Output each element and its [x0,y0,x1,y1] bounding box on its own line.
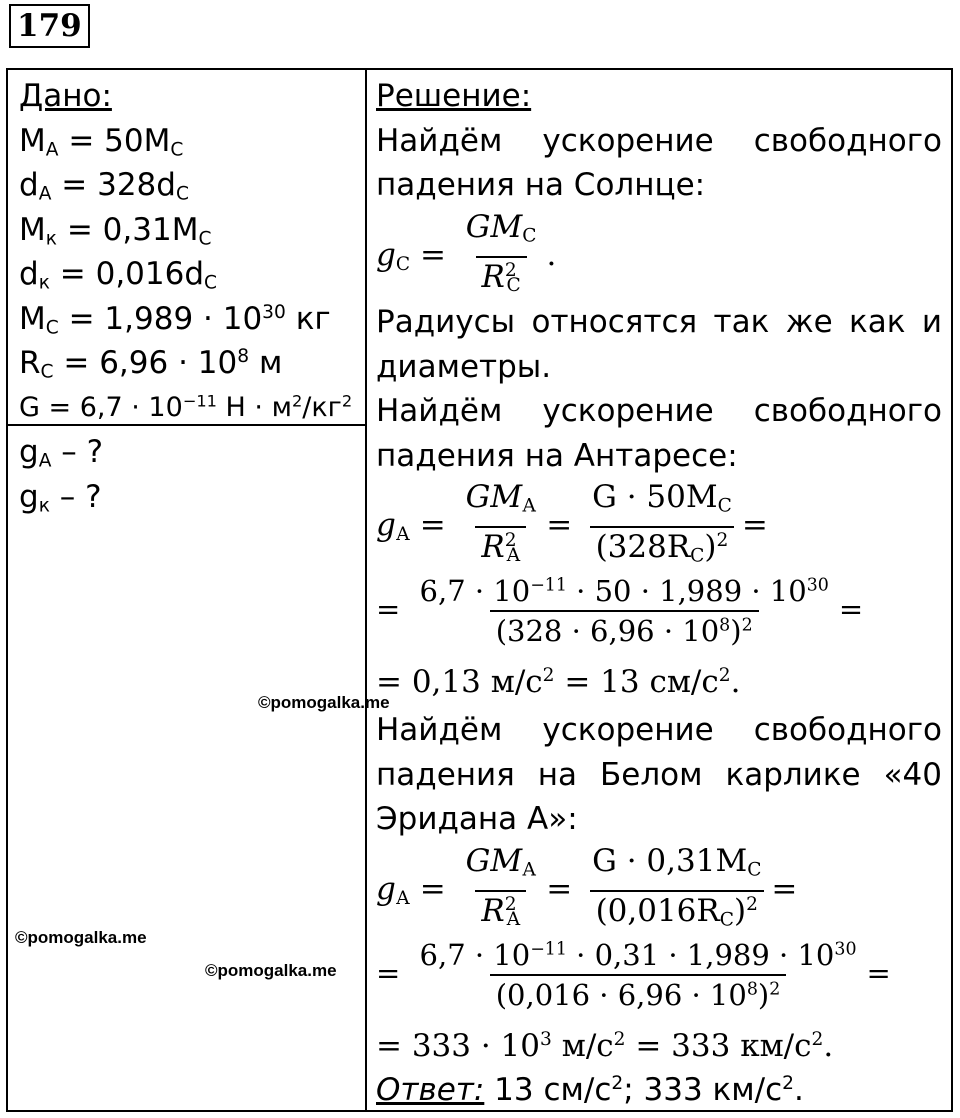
formula-g-antares-numeric: = $\frac{6,7 \cdot 10^{-11} \cdot 50 \cdot 1,989 \cdot 10^{30}}{(328 \cdot 6,96 \cdot 10^8)^2}$ = [376,574,864,648]
answer-text: Ответ: 13 $см/с^2$; 333 $км/с^2$. [376,1072,804,1108]
given-line: $M_к = 0,31M_С$ [19,211,212,250]
problem-number: 179 [9,4,90,48]
solution-text-2 [376,300,942,478]
solution-title: Решение: [376,78,532,114]
solution-text-1 [376,74,942,208]
formula-g-dwarf: $g_А$ = $\frac{GM_А}{R^2_А}$ = $\frac{G \cdot 0,31M_С}{(0,016R_С)^2}$ = [376,842,797,939]
solution-text-3 [376,708,942,842]
solution-paragraph: Найдём ускорение свободного [376,393,942,429]
solution-paragraph: Эридана А»: [376,801,578,837]
watermark: ©pomogalka.me [15,928,147,947]
given-title: Дано: [19,78,112,114]
given-line: $M_А = 50M_С$ [19,122,184,161]
solution-paragraph: падения на Антаресе: [376,437,738,474]
column-divider [365,68,367,1112]
formula-g-dwarf-result: = $333 \cdot 10^3$ $м/с^2 = 333$ $км/с^2$. [376,1028,834,1064]
solution-paragraph: Радиусы относятся так же как и [376,304,942,340]
given-radius-sun: $R_С = 6,96 \cdot 10^8$ м [19,345,283,383]
unknown-item: $g_А$ – ? [19,434,104,472]
answer-label: Ответ: [376,1072,485,1108]
given-line: $d_к = 0,016d_С$ [19,256,218,294]
given-line: $d_А = 328d_С$ [19,167,189,205]
given-grav-const: $G = 6,7 \cdot 10^{-11}$ $Н \cdot м^2/кг^2$ [19,390,353,423]
watermark: ©pomogalka.me [258,693,390,712]
unknown-item: $g_к$ – ? [19,478,102,517]
unknowns-section [19,430,359,519]
formula-g-sun: $g_С$ = $\frac{GM_С}{R^2_С}$ . [376,208,556,305]
solution-paragraph: Найдём ускорение свободного [376,122,942,159]
solution-paragraph: Найдём ускорение свободного [376,712,942,748]
given-mass-sun: $M_С = 1,989 \cdot 10^{30}$ кг [19,300,331,339]
solution-paragraph: падения на Белом карлике «40 [376,756,942,793]
formula-g-antares: $g_А$ = $\frac{GM_А}{R^2_А}$ = $\frac{G \cdot 50M_С}{(328R_С)^2}$ = [376,478,768,575]
formula-g-dwarf-numeric: = $\frac{6,7 \cdot 10^{-11} \cdot 0,31 \cdot 1,989 \cdot 10^{30}}{(0,016 \cdot 6,96 \cdot 10^8)^2}$ = [376,938,891,1012]
given-section [19,74,359,430]
solution-paragraph: падения на Солнце: [376,167,706,203]
watermark: ©pomogalka.me [205,961,337,980]
answer-line [376,1068,942,1113]
solution-paragraph: диаметры. [376,348,552,385]
formula-g-antares-result: = 0,13 $м/с^2 = 13$ $см/с^2$. [376,664,741,700]
